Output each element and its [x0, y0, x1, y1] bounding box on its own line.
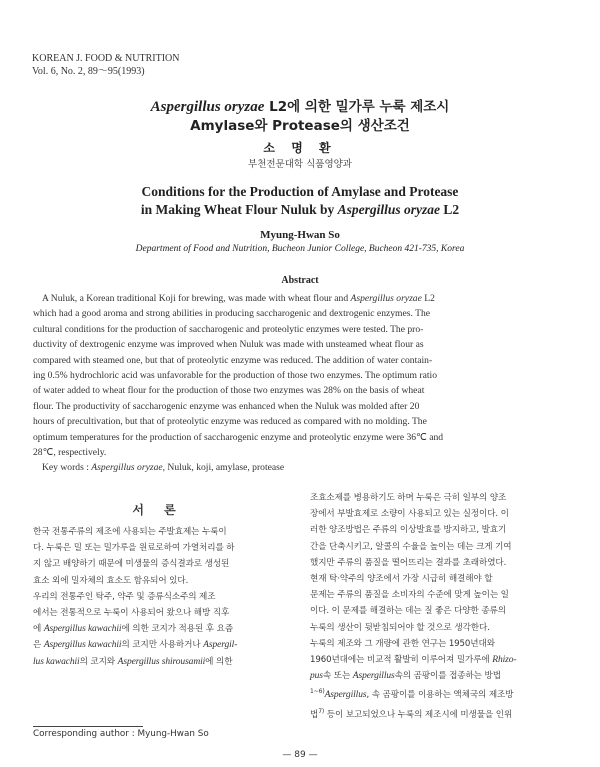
abstract-text: cultural conditions for the production of saccharogenic and proteolytic enzymes were tested. The pro- — [33, 323, 424, 335]
body-text: 의 코지만 사용하거나 — [121, 640, 204, 651]
keywords-list: , Nuluk, koji, amylase, protease — [162, 462, 285, 474]
body-text: 법 — [310, 709, 319, 720]
abstract-text: which had a good aroma and strong abilities in producing saccharogenic and dextrogenic enzymes. The — [33, 308, 431, 320]
footnote-rule — [33, 726, 143, 727]
body-text: 조효소제를 병용하기도 하며 누룩은 극히 일부의 양조 — [310, 493, 507, 503]
citation-ref: 1~6) — [310, 688, 325, 696]
title-english-line-2-pre: in Making Wheat Flour Nuluk by — [140, 202, 338, 217]
body-text-line — [310, 539, 575, 555]
species-name: Aspergil- — [203, 640, 238, 651]
body-text: 누룩의 생산이 뒷받침되어야 할 것으로 생각한다. — [310, 622, 490, 633]
body-text: 러한 양조방법은 주류의 이상발효를 방지하고, 발효기 — [310, 525, 507, 536]
abstract-text: ing 0.5% hydrochloric acid was unfavorable for the production of those two enzymes. The optimum ratio — [33, 370, 437, 382]
body-text-line — [33, 540, 283, 556]
body-text-line — [310, 652, 575, 668]
title-korean-line-1 — [0, 95, 600, 116]
species-name: lus kawachii — [33, 656, 80, 667]
abstract-line — [33, 399, 570, 414]
author-korean: 소 명 환 — [263, 141, 337, 155]
body-text: 다. 누룩은 밀 또는 밀가루을 원료로하여 가열처리를 하 — [33, 543, 235, 554]
abstract-line — [33, 353, 570, 368]
body-text: 속 곰팡이를 이용하는 액체국의 제조방 — [371, 690, 514, 701]
species-name: Aspergillus kawachii — [43, 640, 122, 651]
abstract-text: 28℃, respectively. — [33, 447, 107, 459]
abstract-text: A Nuluk, a Korean traditional Koji for brewing, was made with wheat flour and — [42, 293, 351, 304]
body-text-line — [310, 587, 575, 603]
citation-ref: 7) — [318, 707, 325, 715]
keywords-label: Key words : — [42, 462, 92, 474]
body-text: 에 — [33, 624, 44, 635]
body-text: 속의 곰팡이를 접종하는 방법 — [394, 671, 501, 682]
body-text: 장에서 부발효제로 소량이 사용되고 있는 실정이다. 이 — [310, 509, 509, 520]
abstract-body — [33, 291, 570, 476]
journal-name: KOREAN J. FOOD & NUTRITION — [32, 53, 180, 64]
affiliation-english: Department of Food and Nutrition, Bucheon Junior College, Bucheon 421-735, Korea — [135, 244, 465, 254]
page-number: — 89 — — [282, 750, 318, 760]
body-text: 의 코지와 — [79, 656, 118, 667]
journal-volume: Vol. 6, No. 2, 89～95(1993) — [32, 66, 145, 77]
title-korean-line-1-rest: L2에 의한 밀가루 누룩 제조시 — [264, 99, 450, 115]
title-english-line-2 — [0, 202, 600, 218]
title-korean-line-2: Amylase와 Protease의 생산조건 — [190, 118, 410, 134]
abstract-line — [33, 322, 570, 337]
abstract-line — [33, 291, 570, 306]
species-name: pus — [310, 671, 323, 682]
body-text-line — [33, 573, 283, 589]
abstract-line — [33, 337, 570, 352]
abstract-text: hours of precultivation, but that of proteolytic enzyme was reduced as compared with no molding. The — [33, 416, 427, 428]
intro-right-column — [310, 490, 575, 723]
body-text: 에 의한 코지가 적용된 후 요즘 — [121, 624, 234, 635]
title-english-line-1: Conditions for the Production of Amylase and Protease — [141, 184, 459, 199]
body-text: 효소 외에 밀자체의 효소도 함유되어 있다. — [33, 575, 189, 586]
body-text-line — [310, 571, 575, 587]
abstract-text: optimum temperatures for the production of saccharogenic enzyme and proteolytic enzyme were 36℃ and — [33, 431, 444, 443]
body-text-line — [310, 555, 575, 571]
journal-header — [32, 52, 180, 78]
title-english-line-2-post: L2 — [440, 202, 460, 217]
body-text: 현재 탁·약주의 양조에서 가장 시급히 해결해야 할 — [310, 574, 493, 585]
body-text: 이다. 이 문제를 해결하는 데는 질 좋은 다양한 종류의 — [310, 606, 506, 617]
body-text-line — [33, 556, 283, 572]
body-text-line — [33, 524, 283, 540]
abstract-line — [33, 368, 570, 383]
species-name: Aspergillus — [352, 671, 395, 682]
body-text-line — [33, 589, 283, 605]
corresponding-author-footnote: Corresponding author : Myung-Hwan So — [33, 729, 209, 739]
body-text: 속 또는 — [322, 671, 353, 682]
species-name: Aspergillus — [324, 690, 367, 701]
body-text-line — [310, 668, 575, 684]
keywords-line — [33, 460, 570, 475]
body-text: 누룩의 제조와 그 개량에 관한 연구는 1950년대와 — [310, 638, 495, 649]
body-text-line — [310, 522, 575, 538]
intro-left-column — [33, 490, 283, 670]
abstract-text: of water added to wheat flour for the production of those two enzymes was 28% on the basis of wheat — [33, 385, 425, 397]
body-text: , — [366, 690, 372, 701]
section-heading-introduction: 서 론 — [132, 503, 184, 517]
body-text: 간을 단축시키고, 알콜의 수율을 높이는 데는 크게 기여 — [310, 541, 512, 552]
body-text: 은 — [33, 640, 44, 651]
body-text: 1960년대에는 비교적 활발히 이루어져 밀가루에 — [310, 655, 493, 666]
body-text-line — [33, 637, 283, 653]
body-text: 에 의한 — [205, 656, 233, 667]
abstract-line — [33, 383, 570, 398]
intro-left-text — [33, 524, 283, 670]
abstract-line — [33, 414, 570, 429]
body-text-line — [310, 636, 575, 652]
keywords-species: Aspergillus oryzae — [91, 462, 163, 474]
body-text-line — [33, 621, 283, 637]
body-text: 등이 보고되었으나 누룩의 제조시에 미생물을 인위 — [324, 709, 513, 720]
body-text-line — [310, 603, 575, 619]
abstract-line — [33, 430, 570, 445]
abstract-text: flour. The productivity of saccharogenic enzyme was enhanced when the Nuluk was molded after 20 — [33, 400, 420, 412]
body-text-line — [33, 605, 283, 621]
body-text: 우리의 전통주인 탁주, 약주 및 증류식소주의 제조 — [33, 591, 216, 602]
body-text: 했지만 주류의 품질을 떨어뜨리는 결과를 초래하였다. — [310, 557, 507, 568]
species-name: Aspergillus kawachii — [43, 624, 122, 635]
species-name: Aspergillus shirousamii — [117, 656, 206, 667]
body-text-line — [310, 620, 575, 636]
title-english-species: Aspergillus oryzae — [337, 202, 441, 217]
body-text-line — [310, 506, 575, 522]
body-text-line — [310, 704, 575, 723]
species-name: Rhizo- — [492, 655, 517, 666]
abstract-text: ductivity of dextrogenic enzyme was improved when Nuluk was made with unsteamed wheat flour as — [33, 339, 424, 351]
abstract-line — [33, 306, 570, 321]
abstract-text: compared with steamed one, but that of proteolytic enzyme was reduced. The addition of water contain- — [33, 354, 433, 366]
intro-right-text — [310, 490, 575, 723]
abstract-line — [33, 445, 570, 460]
body-text-line — [33, 654, 283, 670]
abstract-text: L2 — [421, 293, 435, 304]
affiliation-korean: 부천전문대학 식품영양과 — [248, 159, 352, 170]
body-text-line — [310, 490, 575, 506]
abstract-heading: Abstract — [281, 275, 319, 286]
body-text-line — [310, 684, 575, 703]
body-text: 에서는 전통적으로 누룩이 사용되어 왔으나 해방 직후 — [33, 608, 230, 619]
abstract-species: Aspergillus oryzae — [350, 293, 422, 304]
title-korean-species: Aspergillus oryzae — [150, 99, 265, 115]
author-english: Myung-Hwan So — [260, 229, 340, 241]
body-text: 문제는 주류의 품질을 소비자의 수준에 맞게 높이는 일 — [310, 590, 509, 601]
body-text: 지 않고 배양하기 때문에 미생물의 증식결과로 생성된 — [33, 559, 230, 570]
body-text: 한국 전통주류의 제조에 사용되는 주발효제는 누룩이 — [33, 527, 227, 537]
